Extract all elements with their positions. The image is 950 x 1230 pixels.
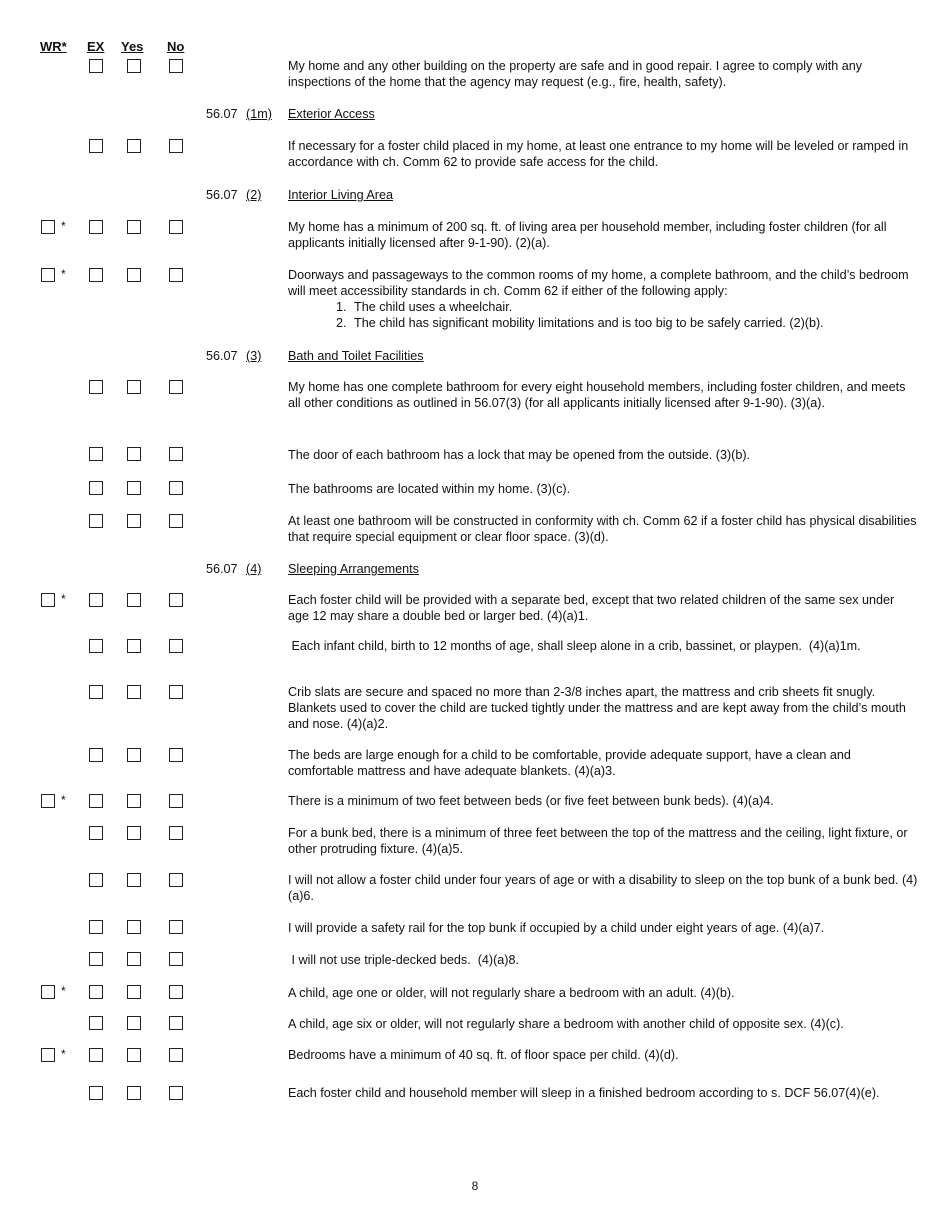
yes-checkbox[interactable] [127, 1086, 141, 1100]
no-checkbox[interactable] [169, 481, 183, 495]
requirement-text: There is a minimum of two feet between beds (or five feet between bunk beds). (4)(a)4. [288, 794, 774, 808]
requirement-text: I will not use triple-decked beds. (4)(a)8. [288, 953, 519, 967]
ex-checkbox[interactable] [89, 1086, 103, 1100]
requirement-text: The beds are large enough for a child to be comfortable, provide adequate support, have a clean and comfortable mattress and have adequate blankets. (4)(a)3. [288, 748, 851, 778]
section-title: Interior Living Area [288, 188, 394, 202]
ex-checkbox[interactable] [89, 139, 103, 153]
section-title: Bath and Toilet Facilities [288, 349, 424, 363]
no-checkbox[interactable] [169, 952, 183, 966]
wr-asterisk: * [61, 267, 66, 281]
yes-column-header: Yes [121, 39, 144, 54]
ex-checkbox[interactable] [89, 514, 103, 528]
yes-checkbox[interactable] [127, 639, 141, 653]
section-number: 56.07 [206, 562, 238, 576]
condition-list [288, 299, 918, 331]
requirement-text: Each foster child and household member will sleep in a finished bedroom according to s. DCF 56.07(4)(e). [288, 1086, 880, 1100]
no-checkbox[interactable] [169, 1086, 183, 1100]
yes-checkbox[interactable] [127, 985, 141, 999]
section-number: 56.07 [206, 107, 238, 121]
yes-checkbox[interactable] [127, 514, 141, 528]
ex-column-header: EX [87, 39, 105, 54]
no-checkbox[interactable] [169, 985, 183, 999]
page-number: 8 [471, 1179, 479, 1193]
yes-checkbox[interactable] [127, 380, 141, 394]
yes-checkbox[interactable] [127, 794, 141, 808]
wr-checkbox[interactable] [41, 220, 55, 234]
ex-checkbox[interactable] [89, 59, 103, 73]
ex-checkbox[interactable] [89, 794, 103, 808]
yes-checkbox[interactable] [127, 748, 141, 762]
requirement-text: I will provide a safety rail for the top bunk if occupied by a child under eight years of age. (4)(a)7. [288, 921, 825, 935]
no-checkbox[interactable] [169, 447, 183, 461]
yes-checkbox[interactable] [127, 920, 141, 934]
requirement-text: Bedrooms have a minimum of 40 sq. ft. of floor space per child. (4)(d). [288, 1048, 679, 1062]
no-checkbox[interactable] [169, 1016, 183, 1030]
requirement-text: The door of each bathroom has a lock that may be opened from the outside. (3)(b). [288, 448, 751, 462]
yes-checkbox[interactable] [127, 268, 141, 282]
wr-asterisk: * [61, 219, 66, 233]
wr-asterisk: * [61, 793, 66, 807]
condition-item: 1. The child uses a wheelchair. [350, 299, 918, 315]
ex-checkbox[interactable] [89, 685, 103, 699]
ex-checkbox[interactable] [89, 873, 103, 887]
no-checkbox[interactable] [169, 748, 183, 762]
yes-checkbox[interactable] [127, 220, 141, 234]
no-checkbox[interactable] [169, 593, 183, 607]
no-checkbox[interactable] [169, 920, 183, 934]
ex-checkbox[interactable] [89, 639, 103, 653]
requirement-text: I will not allow a foster child under four years of age or with a disability to sleep on the top bunk of a bunk bed. (4)(a)6. [288, 873, 918, 903]
section-subsection: (3) [246, 349, 262, 363]
ex-checkbox[interactable] [89, 481, 103, 495]
wr-checkbox[interactable] [41, 268, 55, 282]
no-checkbox[interactable] [169, 59, 183, 73]
ex-checkbox[interactable] [89, 268, 103, 282]
requirement-text: At least one bathroom will be constructed in conformity with ch. Comm 62 if a foster child has physical disabilities that require special equipment or clear floor space. (3)(d). [288, 514, 917, 544]
wr-checkbox[interactable] [41, 593, 55, 607]
requirement-text: Crib slats are secure and spaced no more than 2-3/8 inches apart, the mattress and crib sheets fit snugly. Blankets used to cover the child are tucked tightly under the mattress and are kept away from the child’s mouth and nose. (4)(a)2. [288, 685, 906, 731]
requirement-text: Each foster child will be provided with a separate bed, except that two related children of the same sex under age 12 may share a double bed or larger bed. (4)(a)1. [288, 593, 895, 623]
yes-checkbox[interactable] [127, 685, 141, 699]
no-checkbox[interactable] [169, 139, 183, 153]
no-checkbox[interactable] [169, 268, 183, 282]
requirement-text [288, 267, 918, 331]
yes-checkbox[interactable] [127, 593, 141, 607]
no-checkbox[interactable] [169, 1048, 183, 1062]
yes-checkbox[interactable] [127, 1016, 141, 1030]
no-checkbox[interactable] [169, 873, 183, 887]
requirement-text: Each infant child, birth to 12 months of age, shall sleep alone in a crib, bassinet, or playpen. (4)(a)1m. [288, 639, 861, 653]
ex-checkbox[interactable] [89, 748, 103, 762]
yes-checkbox[interactable] [127, 447, 141, 461]
requirement-text: My home has a minimum of 200 sq. ft. of living area per household member, including foster children (for all applicants initially licensed after 9-1-90). (2)(a). [288, 220, 887, 250]
ex-checkbox[interactable] [89, 985, 103, 999]
no-checkbox[interactable] [169, 794, 183, 808]
requirement-text: A child, age six or older, will not regularly share a bedroom with another child of opposite sex. (4)(c). [288, 1017, 844, 1031]
section-subsection: (4) [246, 562, 262, 576]
wr-checkbox[interactable] [41, 794, 55, 808]
yes-checkbox[interactable] [127, 952, 141, 966]
requirement-text: A child, age one or older, will not regularly share a bedroom with an adult. (4)(b). [288, 986, 735, 1000]
ex-checkbox[interactable] [89, 1048, 103, 1062]
ex-checkbox[interactable] [89, 380, 103, 394]
ex-checkbox[interactable] [89, 826, 103, 840]
section-title: Exterior Access [288, 107, 375, 121]
wr-asterisk: * [61, 1047, 66, 1061]
ex-checkbox[interactable] [89, 220, 103, 234]
wr-asterisk: * [61, 592, 66, 606]
wr-checkbox[interactable] [41, 1048, 55, 1062]
wr-asterisk: * [61, 984, 66, 998]
section-number: 56.07 [206, 188, 238, 202]
no-checkbox[interactable] [169, 639, 183, 653]
section-subsection: (2) [246, 188, 262, 202]
yes-checkbox[interactable] [127, 59, 141, 73]
condition-item: 2. The child has significant mobility limitations and is too big to be safely carried. (2)(b). [350, 315, 918, 331]
ex-checkbox[interactable] [89, 920, 103, 934]
yes-checkbox[interactable] [127, 139, 141, 153]
section-title: Sleeping Arrangements [288, 562, 419, 576]
ex-checkbox[interactable] [89, 593, 103, 607]
no-checkbox[interactable] [169, 380, 183, 394]
requirement-text: For a bunk bed, there is a minimum of three feet between the top of the mattress and the ceiling, light fixture, or other protruding fixture. (4)(a)5. [288, 826, 908, 856]
no-column-header: No [167, 39, 185, 54]
wr-checkbox[interactable] [41, 985, 55, 999]
yes-checkbox[interactable] [127, 1048, 141, 1062]
section-subsection: (1m) [246, 107, 272, 121]
requirement-text: The bathrooms are located within my home. (3)(c). [288, 482, 571, 496]
no-checkbox[interactable] [169, 826, 183, 840]
yes-checkbox[interactable] [127, 873, 141, 887]
requirement-text: My home has one complete bathroom for every eight household members, including foster children, and meets all other conditions as outlined in 56.07(3) (for all applicants initially licensed after 9-1-90). (3)(a). [288, 380, 906, 410]
no-checkbox[interactable] [169, 685, 183, 699]
ex-checkbox[interactable] [89, 952, 103, 966]
no-checkbox[interactable] [169, 514, 183, 528]
wr-column-header: WR* [40, 39, 67, 54]
yes-checkbox[interactable] [127, 481, 141, 495]
ex-checkbox[interactable] [89, 1016, 103, 1030]
ex-checkbox[interactable] [89, 447, 103, 461]
yes-checkbox[interactable] [127, 826, 141, 840]
requirement-text: My home and any other building on the property are safe and in good repair. I agree to comply with any inspections of the home that the agency may request (e.g., fire, health, safety). [288, 59, 863, 89]
section-number: 56.07 [206, 349, 238, 363]
no-checkbox[interactable] [169, 220, 183, 234]
requirement-text-body: Doorways and passageways to the common rooms of my home, a complete bathroom, and the child’s bedroom will meet accessibility standards in ch. Comm 62 if either of the following apply: [288, 268, 909, 298]
requirement-text: If necessary for a foster child placed in my home, at least one entrance to my home will be leveled or ramped in accordance with ch. Comm 62 to provide safe access for the child. [288, 139, 909, 169]
